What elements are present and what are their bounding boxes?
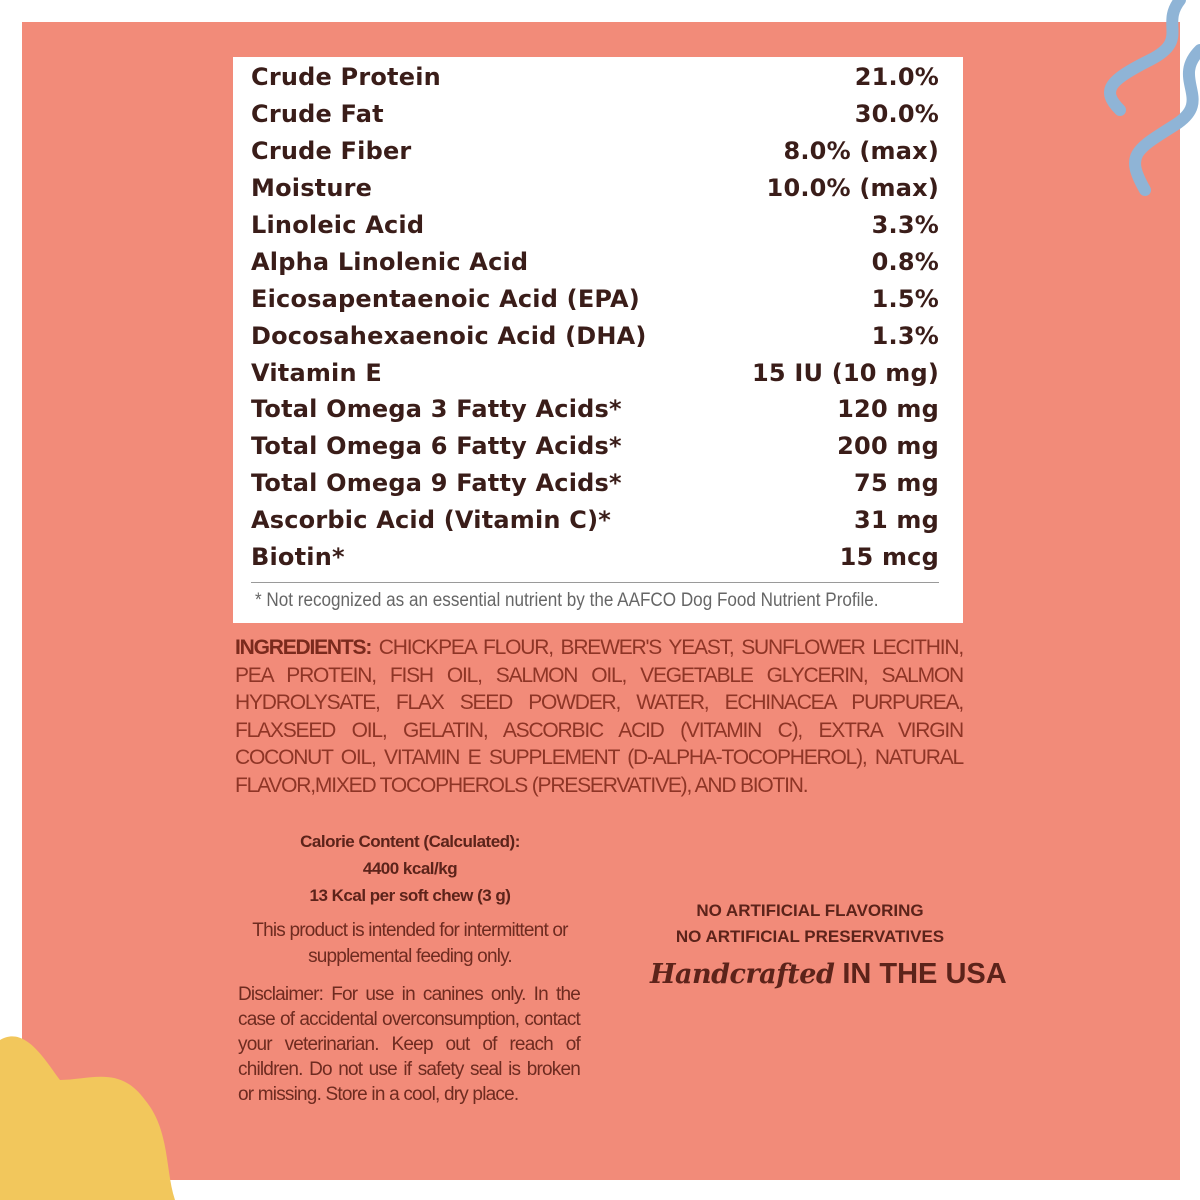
nutrient-rows bbox=[251, 59, 939, 575]
disclaimer: Disclaimer: For use in canines only. In the case of accidental overconsumption, contact your veterinarian. Keep out of reach of children. Do not use if safety seal is broken or missing. Store in a cool, dry place. bbox=[238, 984, 580, 1105]
nutrient-row bbox=[251, 207, 939, 244]
claim-no-flavoring: NO ARTIFICIAL FLAVORING bbox=[696, 901, 924, 920]
guaranteed-analysis-table bbox=[233, 57, 963, 623]
made-in-usa bbox=[650, 958, 1007, 991]
nutrient-value: 1.3% bbox=[871, 321, 939, 350]
nutrient-value: 75 mg bbox=[854, 469, 939, 498]
nutrient-row bbox=[251, 317, 939, 354]
nutrient-value: 200 mg bbox=[837, 432, 939, 461]
footnote: * Not recognized as an essential nutrient by the AAFCO Dog Food Nutrient Profile. bbox=[255, 590, 879, 611]
calorie-content bbox=[240, 828, 580, 909]
nutrient-name: Docosahexaenoic Acid (DHA) bbox=[251, 321, 647, 350]
nutrient-row bbox=[251, 539, 939, 576]
nutrient-row bbox=[251, 133, 939, 170]
nutrient-value: 30.0% bbox=[854, 100, 939, 129]
nutrient-row bbox=[251, 354, 939, 391]
nutrient-row bbox=[251, 502, 939, 539]
nutrient-value: 120 mg bbox=[837, 395, 939, 424]
nutrient-row bbox=[251, 280, 939, 317]
nutrient-name: Alpha Linolenic Acid bbox=[251, 247, 529, 276]
nutrient-name: Total Omega 9 Fatty Acids* bbox=[251, 469, 622, 498]
nutrient-value: 1.5% bbox=[871, 284, 939, 313]
feeding-note: This product is intended for intermittent or supplemental feeding only. bbox=[252, 920, 568, 967]
nutrient-name: Total Omega 6 Fatty Acids* bbox=[251, 432, 622, 461]
calorie-per-kg: 4400 kcal/kg bbox=[362, 859, 458, 878]
ingredients-label: INGREDIENTS: bbox=[235, 636, 372, 659]
nutrient-name: Eicosapentaenoic Acid (EPA) bbox=[251, 284, 640, 313]
nutrient-row bbox=[251, 428, 939, 465]
nutrient-value: 3.3% bbox=[871, 211, 939, 239]
product-claims bbox=[640, 898, 980, 950]
footnote-divider bbox=[251, 582, 939, 583]
calorie-per-chew: 13 Kcal per soft chew (3 g) bbox=[309, 886, 511, 905]
nutrient-row bbox=[251, 96, 939, 133]
nutrient-name: Vitamin E bbox=[251, 358, 382, 387]
nutrient-value: 21.0% bbox=[854, 63, 939, 92]
nutrient-name: Ascorbic Acid (Vitamin C)* bbox=[251, 506, 611, 535]
nutrient-name: Total Omega 3 Fatty Acids* bbox=[251, 395, 622, 424]
ingredients-text: CHICKPEA FLOUR, BREWER'S YEAST, SUNFLOWER LECITHIN, PEA PROTEIN, FISH OIL, SALMON OIL, VEGETABLE GLYCERIN, SALMON HYDROLYSATE, FLAX SEED POWDER, WATER, ECHINACEA PURPUREA, FLAXSEED OIL, GELATIN, ASCORBIC ACID (VITAMIN C), EXTRA VIRGIN COCONUT OIL, VITAMIN E SUPPLEMENT (D-ALPHA-TOCOPHEROL), NATURAL FLAVOR,MIXED TOCOPHEROLS (PRESERVATIVE), AND BIOTIN. bbox=[235, 636, 963, 797]
origin-text: IN THE USA bbox=[842, 958, 1007, 990]
nutrient-row bbox=[251, 465, 939, 502]
nutrient-name: Linoleic Acid bbox=[251, 211, 425, 239]
yellow-blob-decoration bbox=[0, 1020, 200, 1200]
nutrient-row bbox=[251, 243, 939, 280]
nutrient-row bbox=[251, 391, 939, 428]
handcrafted-script: Handcrafted bbox=[650, 959, 835, 990]
nutrient-value: 10.0% (max) bbox=[766, 174, 939, 203]
nutrient-value: 8.0% (max) bbox=[783, 137, 939, 166]
nutrient-name: Crude Fiber bbox=[251, 137, 412, 166]
nutrient-row bbox=[251, 59, 939, 96]
nutrient-row bbox=[251, 170, 939, 207]
nutrient-value: 31 mg bbox=[854, 506, 939, 535]
nutrient-value: 15 IU (10 mg) bbox=[751, 358, 939, 387]
nutrient-name: Crude Fat bbox=[251, 100, 384, 129]
nutrient-value: 0.8% bbox=[871, 247, 939, 276]
nutrient-name: Crude Protein bbox=[251, 63, 441, 92]
nutrient-name: Moisture bbox=[251, 174, 373, 203]
ingredients-list bbox=[235, 634, 963, 799]
claim-no-preservatives: NO ARTIFICIAL PRESERVATIVES bbox=[675, 927, 945, 946]
nutrient-name: Biotin* bbox=[251, 543, 345, 572]
squiggle-decoration bbox=[1040, 0, 1200, 220]
nutrient-value: 15 mcg bbox=[839, 543, 939, 572]
calorie-title: Calorie Content (Calculated): bbox=[300, 832, 520, 851]
